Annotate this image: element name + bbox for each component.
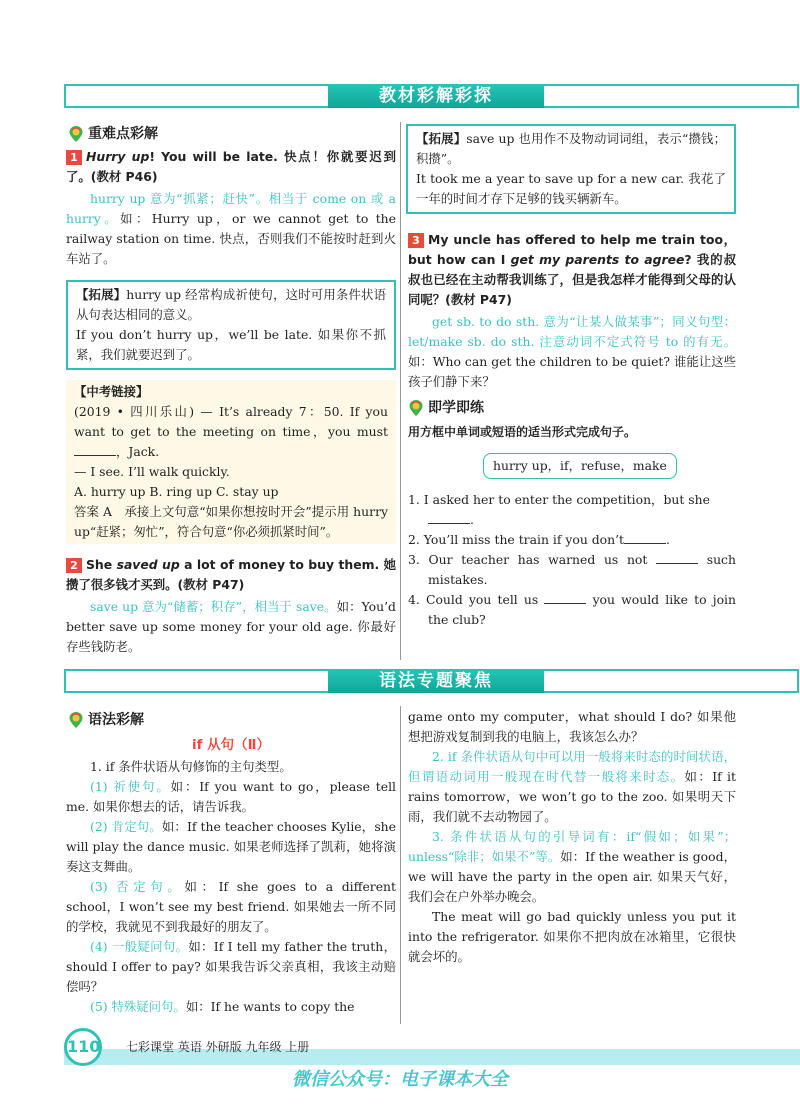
practice-instruction: 用方框中单词或短语的适当形式完成句子。 bbox=[408, 425, 637, 439]
answer-blank[interactable] bbox=[544, 592, 586, 604]
answer-blank[interactable] bbox=[656, 552, 698, 564]
wechat-watermark: 微信公众号：电子课本大全 bbox=[292, 1069, 508, 1090]
key-points-heading: 重难点彩解 bbox=[68, 124, 158, 144]
column-divider bbox=[400, 706, 401, 1024]
banner-title: 教材彩解彩探 bbox=[328, 84, 544, 108]
page-number: 110 bbox=[64, 1028, 102, 1066]
exam-link-box: 【中考链接】 (2019 • 四川乐山) — It’s already 7：50. If you want to get to the meeting on time，you must ，Jack. — I see. I’ll walk quickly. A. hurry up B. ring up C. stay up 答案 A 承接上文句意“如果你想按时开会”提示用 hurry up“赶紧；匆忙”，符合句意“你必须抓紧时间”。 bbox=[66, 380, 396, 544]
grammar-subtitle: if 从句（Ⅱ） bbox=[191, 737, 271, 753]
word-box: hurry up，if，refuse，make bbox=[483, 453, 677, 479]
answer-blank bbox=[74, 444, 116, 456]
location-pin-icon bbox=[408, 399, 424, 417]
grammar-left-body: 1. if 条件状语从句修饰的主句类型。 (1) 祈使句。如：If you want to go，please tell me. 如果你想去的话，请告诉我。 (2) 肯定句。如：If the teacher chooses Kylie，she will play the dance music. 如果老师选择了凯莉，她将演奏这支舞曲。 (3) 否定句。如：If she goes to a different school，I won’t see my best friend. 如果她去一所不同的学校，我就见不到我最好的朋友了。 (4) 一般疑问句。如：If I tell my father the truth，should I offer to pay? 如果我告诉父亲真相，我该主动赔偿吗？ (5) 特殊疑问句。如：If he wants to copy the bbox=[66, 759, 396, 1014]
footer-book-title: 七彩课堂 英语 外研版 九年级 上册 bbox=[126, 1040, 310, 1054]
column-divider bbox=[400, 122, 401, 660]
answer-blank[interactable] bbox=[624, 532, 666, 544]
location-pin-icon bbox=[68, 125, 84, 143]
extension-box-1: 【拓展】hurry up 经常构成祈使句，这时可用条件状语从句表达相同的意义。 If you don’t hurry up，we’ll be late. 如果你不抓紧，我们就要迟到了。 bbox=[66, 280, 396, 370]
question-2: 2. You’ll miss the train if you don’t . bbox=[408, 532, 670, 547]
question-1: 1. I asked her to enter the competition，but she . bbox=[408, 492, 710, 527]
section-banner-grammar bbox=[64, 669, 799, 693]
item-number: 1 bbox=[66, 150, 82, 165]
banner-title: 语法专题聚焦 bbox=[328, 669, 544, 693]
section-banner-textbook bbox=[64, 84, 799, 108]
question-4: 4. Could you tell us you would like to join the club? bbox=[408, 592, 736, 627]
extension-box-2: 【拓展】save up 也用作不及物动词词组，表示“攒钱；积攒”。 It took me a year to save up for a new car. 我花了一年的时间才存下足够的钱买辆新车。 bbox=[406, 124, 736, 214]
item-note: hurry up 意为“抓紧；赶快”。相当于 come on 或 a hurry。 bbox=[66, 191, 396, 226]
item-3: 3 My uncle has offered to help me train too，but how can I get my parents to agree? 我的叔叔也已经在主动帮我训练了，但是我怎样才能得到父母的认同呢？(教材 P47) get sb. to do sth. 意为“让某人做某事”；同义句型：let/make sb. do sth. 注意动词不定式符号 to 的有无。如：Who can get the children to be quiet? 谁能让这些孩子们静下来？ bbox=[408, 232, 736, 389]
item-2: 2 She saved up a lot of money to buy them. 她攒了很多钱才买到。(教材 P47) save up 意为“储蓄；积存”，相当于 save。如：You’d better save up some money for your old age. 你最好存些钱防老。 bbox=[66, 557, 397, 654]
answer-blank[interactable] bbox=[428, 512, 470, 524]
location-pin-icon bbox=[68, 711, 84, 729]
item-number: 2 bbox=[66, 558, 82, 573]
practice-questions bbox=[408, 490, 736, 630]
item-number: 3 bbox=[408, 233, 424, 248]
grammar-heading: 语法彩解 bbox=[68, 710, 144, 730]
item-1: 1 Hurry up! You will be late. 快点！你就要迟到了。(教材 P46) hurry up 意为“抓紧；赶快”。相当于 come on 或 a hurry。如：Hurry up，or we cannot get to the railway station on time. 快点，否则我们不能按时赶到火车站了。 bbox=[66, 149, 396, 266]
grammar-right-body: game onto my computer，what should I do? 如果他想把游戏复制到我的电脑上，我该怎么办？ 2. if 条件状语从句中可以用一般将来时态的时间状语，但谓语动词用一般现在时代替一般将来时态。如：If it rains tomorrow，we won’t go to the zoo. 如果明天下雨，我们就不去动物园了。 3. 条件状语从句的引导词有：if“假如；如果”；unless“除非；如果不”等。如：If the weather is good，we will have the party in the open air. 如果天气好，我们会在户外举办晚会。 The meat will go bad quickly unless you put it into the refrigerator. 如果你不把肉放在冰箱里，它很快就会坏的。 bbox=[408, 709, 736, 964]
practice-heading: 即学即练 bbox=[408, 398, 484, 418]
question-3: 3. Our teacher has warned us not such mistakes. bbox=[408, 552, 736, 587]
